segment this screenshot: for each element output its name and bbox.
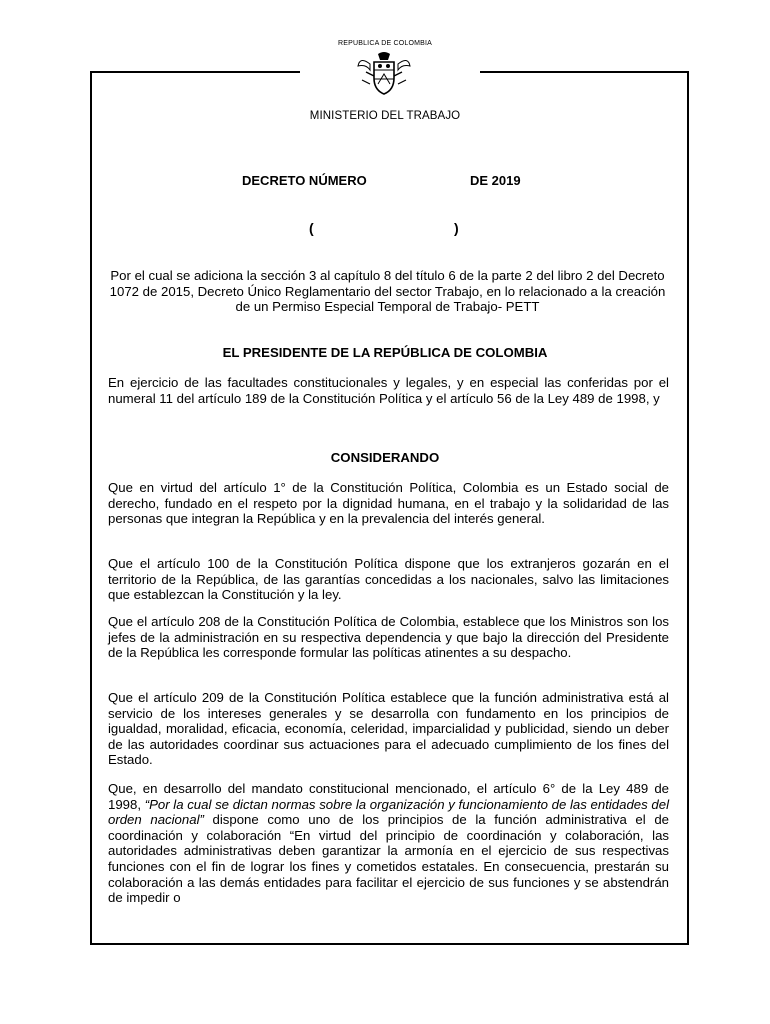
frame-left (90, 71, 92, 944)
decreto-year: DE 2019 (470, 173, 521, 188)
president-heading: EL PRESIDENTE DE LA REPÚBLICA DE COLOMBIA (222, 345, 548, 360)
paren-open: ( (309, 220, 314, 236)
facultades-paragraph: En ejercicio de las facultades constitucionales y legales, y en especial las conferidas por el numeral 11 del artículo 189 de la Constitución Política y el artículo 56 de la Ley 489 de 1998, y (108, 375, 669, 406)
considerando-heading: CONSIDERANDO (330, 450, 440, 465)
ministerio-title: MINISTERIO DEL TRABAJO (309, 110, 461, 122)
considerando-paragraph-2: Que el artículo 100 de la Constitución Política dispone que los extranjeros gozarán en el territorio de la República, de las garantías concedidas a los nacionales, salvo las limitaciones que establezcan la Constitución y la ley. (108, 556, 669, 603)
republica-label: REPUBLICA DE COLOMBIA (337, 40, 433, 47)
considerando-paragraph-3: Que el artículo 208 de la Constitución Política de Colombia, establece que los Ministros son los jefes de la administración en su respectiva dependencia y que bajo la dirección del Presidente de la República les corresponde formular las políticas atinentes a su despacho. (108, 614, 669, 661)
paragraph-5-law-title: “Por la cual se dictan normas sobre la organización y funcionamiento de las entidades del orden nacional” (108, 796, 670, 828)
frame-right (687, 71, 689, 944)
paragraph-5-part-1: Que, en desarrollo del mandato constitucional mencionado, el artículo 6° de la Ley 489 de 1998, (108, 781, 669, 812)
decree-subject: Por el cual se adiciona la sección 3 al capítulo 8 del título 6 de la parte 2 del libro 2 del Decreto 1072 de 2015, Decreto Único Reglamentario del sector Trabajo, en lo relacionado a la creación de un Permiso Especial Temporal de Trabajo- PETT (109, 268, 666, 315)
paren-close: ) (454, 220, 459, 236)
coat-of-arms-seal-icon (356, 50, 412, 98)
frame-top-right (480, 71, 688, 73)
considerando-paragraph-1: Que en virtud del artículo 1° de la Constitución Política, Colombia es un Estado social de derecho, fundado en el respeto por la dignidad humana, en el trabajo y la solidaridad de las personas que integran la República y en la prevalencia del interés general. (108, 480, 669, 527)
paragraph-5-part-2: dispone como uno de los principios de la función administrativa el de coordinación y colaboración “En virtud del principio de coordinación y colaboración, las autoridades administrativas deben garantizar la armonía en el ejercicio de sus respectivas funciones con el fin de lograr los fines y cometidos estatales. En consecuencia, prestarán su colaboración a las demás entidades para facilitar el ejercicio de sus funciones y se abstendrán de impedir o (108, 812, 669, 906)
frame-top-left (90, 71, 300, 73)
considerando-paragraph-5 (108, 781, 669, 906)
frame-bottom (90, 943, 689, 945)
decreto-numero-label: DECRETO NÚMERO (242, 173, 367, 188)
considerando-paragraph-4: Que el artículo 209 de la Constitución Política establece que la función administrativa está al servicio de los intereses generales y se desarrolla con fundamento en los principios de igualdad, moralidad, eficacia, economía, celeridad, imparcialidad y publicidad, siendo un deber de las autoridades coordinar sus actuaciones para el adecuado cumplimiento de los fines del Estado. (108, 690, 669, 768)
